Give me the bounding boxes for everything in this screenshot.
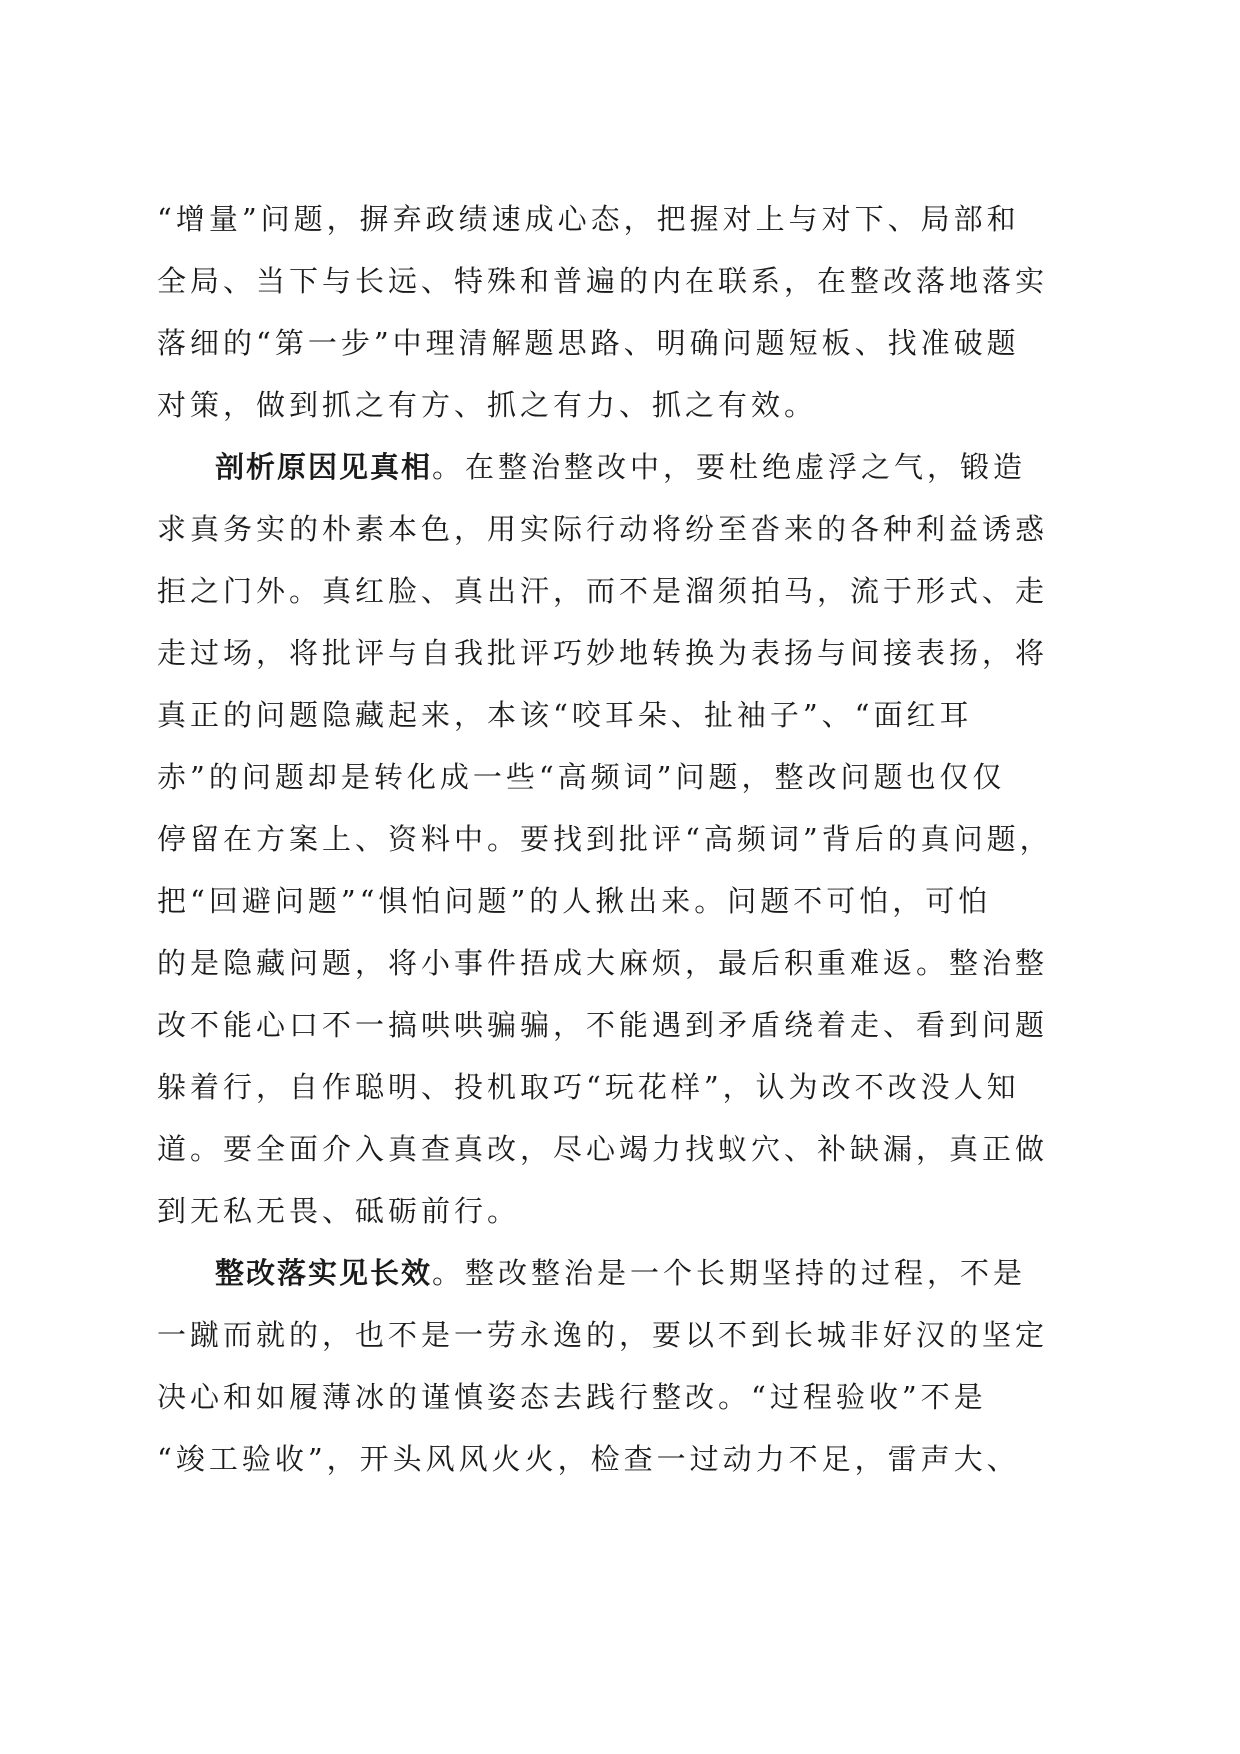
text-line: 拒之门外。真红脸、真出汗，而不是溜须拍马，流于形式、走 [157, 574, 1049, 608]
text-line: 全局、当下与长远、特殊和普遍的内在联系，在整改落地落实 [157, 264, 1049, 298]
text-line: “竣工验收”，开头风风火火，检查一过动力不足，雷声大、 [157, 1442, 1020, 1476]
paragraph-first-line [157, 1242, 1085, 1304]
paragraph-continued [157, 188, 1085, 436]
document-body [157, 188, 1085, 1490]
text-line: 赤”的问题却是转化成一些“高频词”问题，整改问题也仅仅 [157, 760, 1006, 794]
text-line: 一蹴而就的，也不是一劳永逸的，要以不到长城非好汉的坚定 [157, 1318, 1049, 1352]
text-line: 真正的问题隐藏起来，本该“咬耳朵、扯袖子”、“面红耳 [157, 698, 973, 732]
text-line: “增量”问题，摒弃政绩速成心态，把握对上与对下、局部和 [157, 202, 1020, 236]
text-line: 求真务实的朴素本色，用实际行动将纷至沓来的各种利益诱惑 [157, 512, 1049, 546]
text-line: 躲着行，自作聪明、投机取巧“玩花样”，认为改不改没人知 [157, 1070, 1020, 1104]
text-line: 道。要全面介入真查真改，尽心竭力找蚁穴、补缺漏，真正做 [157, 1132, 1049, 1166]
text-line: 到无私无畏、砥砺前行。 [157, 1194, 521, 1228]
text-line: 对策，做到抓之有方、抓之有力、抓之有效。 [157, 388, 818, 422]
text-line: 停留在方案上、资料中。要找到批评“高频词”背后的真问题， [157, 822, 1053, 856]
text-line: 把“回避问题”“惧怕问题”的人揪出来。问题不可怕，可怕 [157, 884, 992, 918]
text-fragment: 。在整治整改中，要杜绝虚浮之气，锻造 [432, 450, 1027, 484]
paragraph-heading: 剖析原因见真相 [215, 450, 433, 484]
paragraph-analysis [157, 436, 1085, 1242]
text-line: 改不能心口不一搞哄哄骗骗，不能遇到矛盾绕着走、看到问题 [157, 1008, 1049, 1042]
paragraph-implementation [157, 1242, 1085, 1490]
text-line: 的是隐藏问题，将小事件捂成大麻烦，最后积重难返。整治整 [157, 946, 1049, 980]
paragraph-heading: 整改落实见长效 [215, 1256, 433, 1290]
text-line: 走过场，将批评与自我批评巧妙地转换为表扬与间接表扬，将 [157, 636, 1049, 670]
paragraph-first-line [157, 436, 1085, 498]
text-line: 决心和如履薄冰的谨慎姿态去践行整改。“过程验收”不是 [157, 1380, 987, 1414]
text-line: 落细的“第一步”中理清解题思路、明确问题短板、找准破题 [157, 326, 1020, 360]
text-fragment: 。整改整治是一个长期坚持的过程，不是 [432, 1256, 1027, 1290]
